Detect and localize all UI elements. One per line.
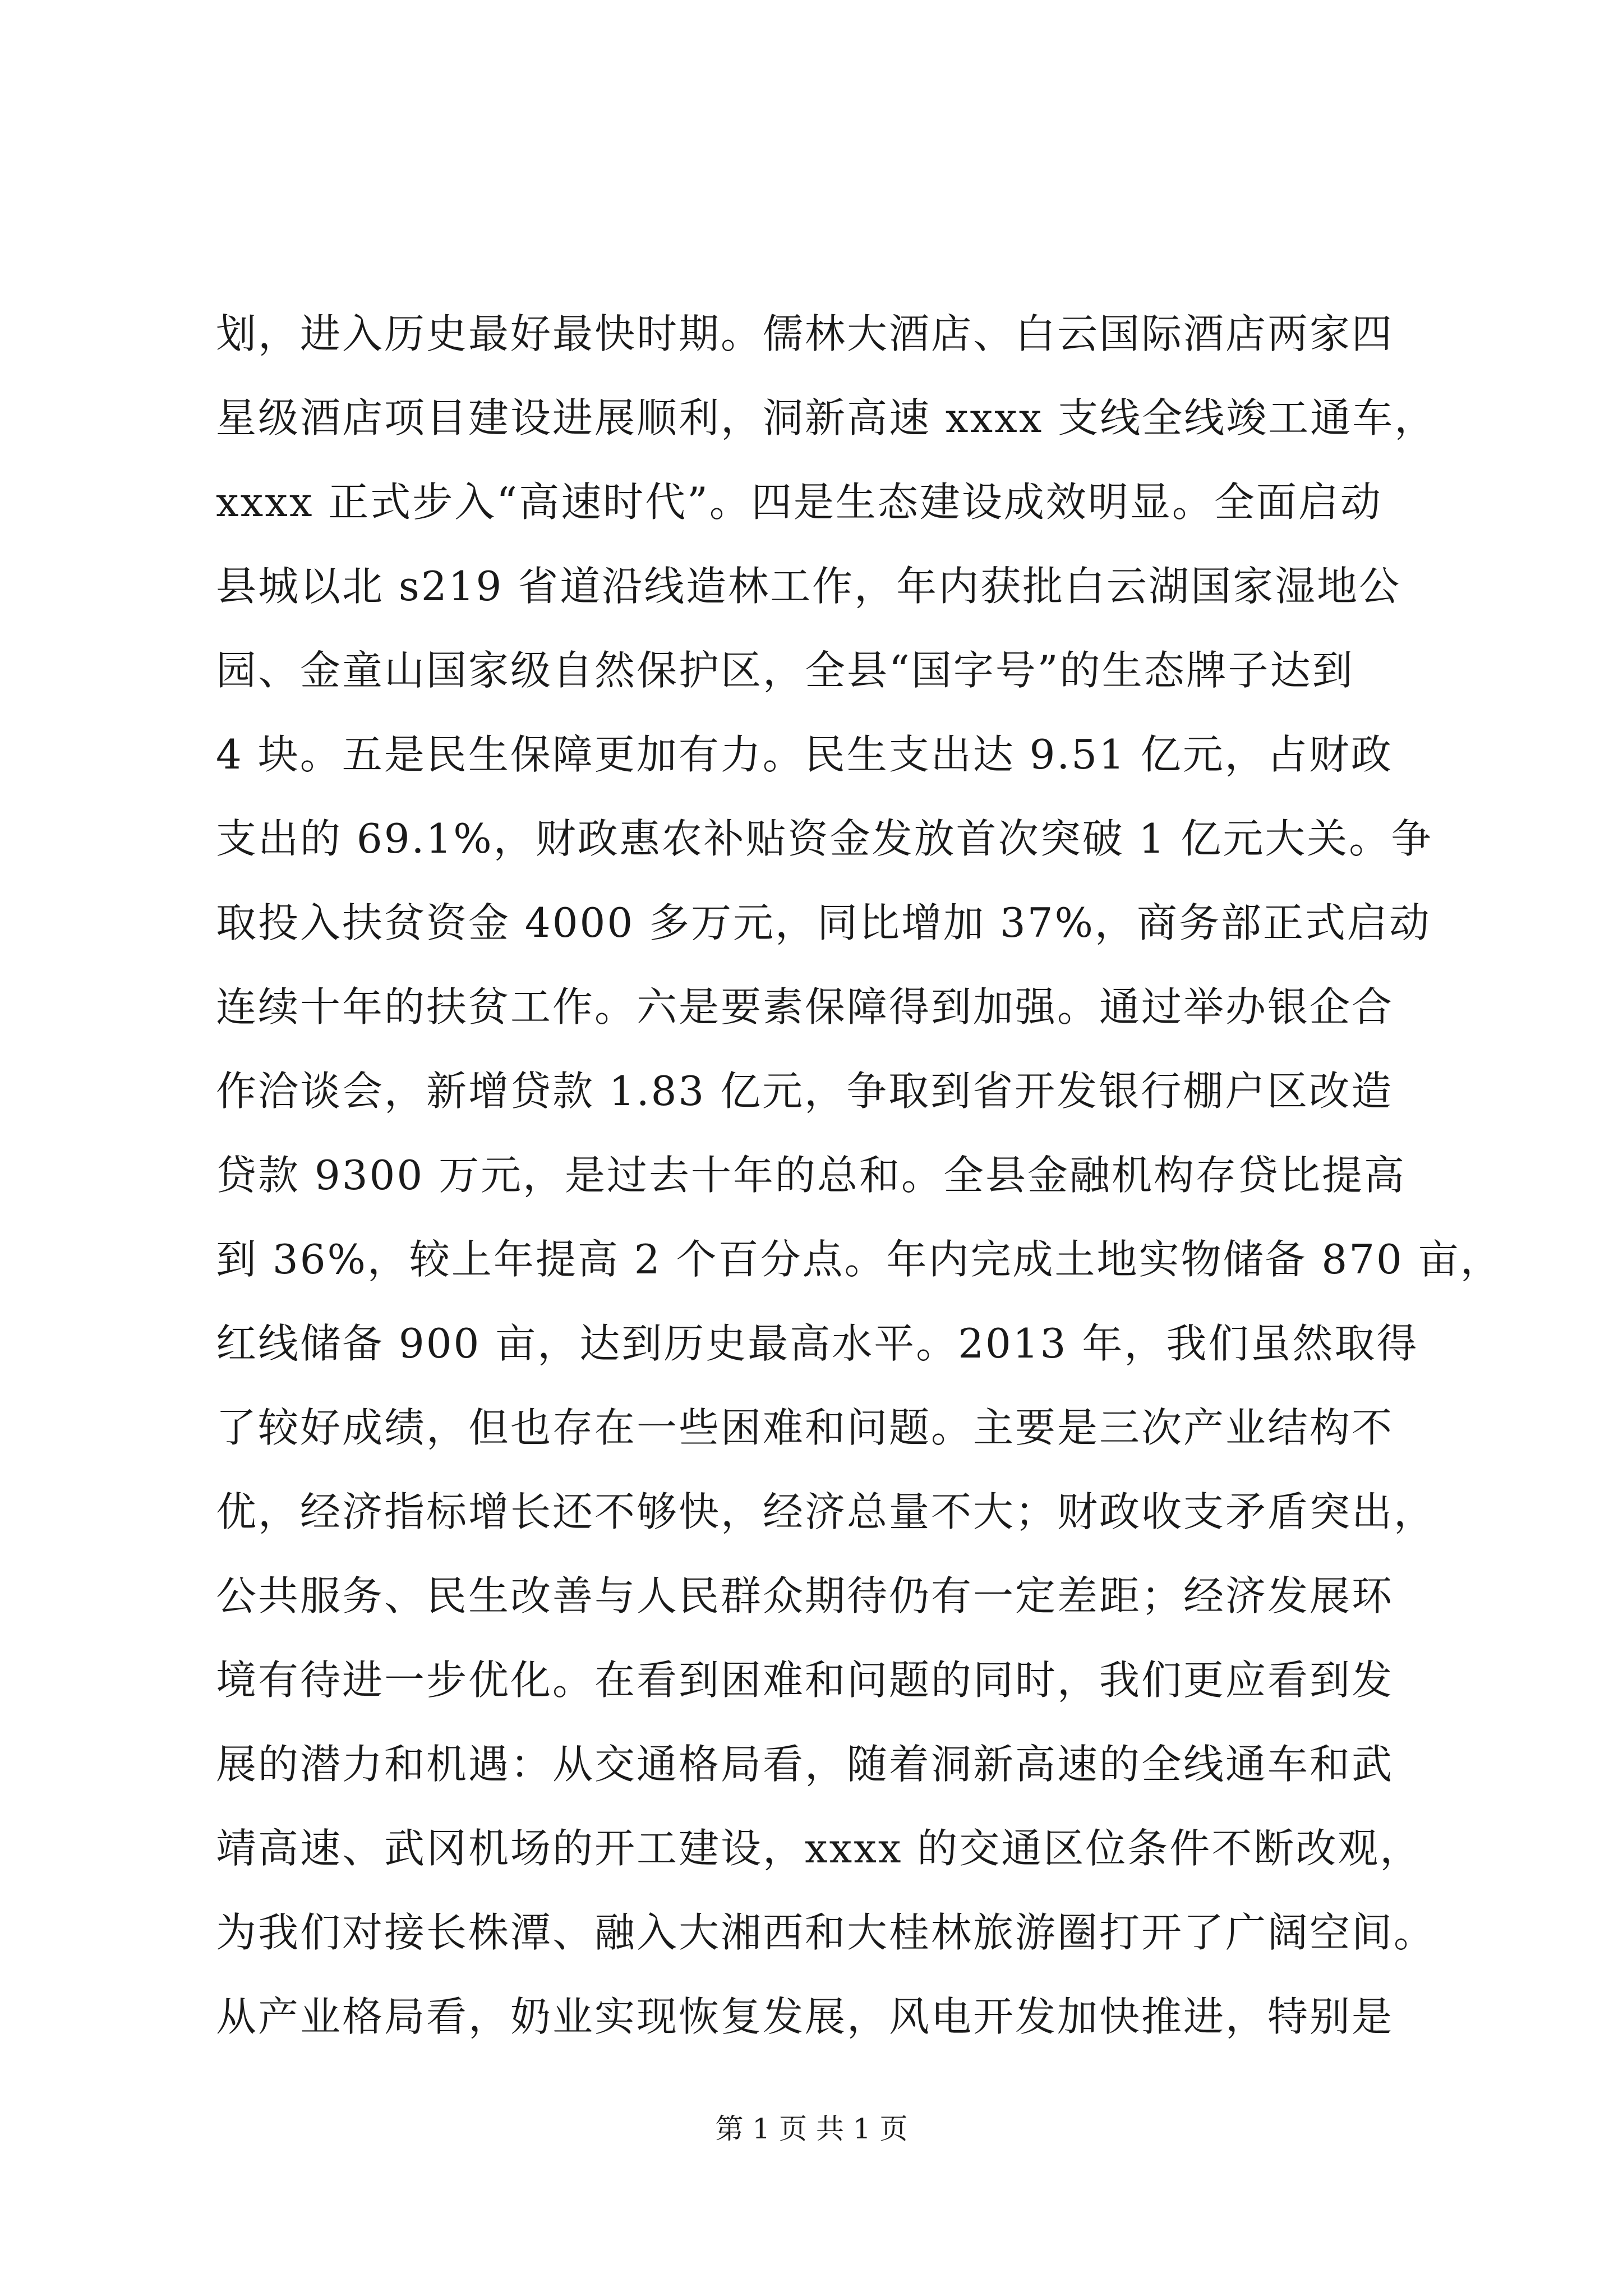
text-line-11: 贷款 9300 万元，是过去十年的总和。全县金融机构存贷比提高 (216, 1152, 1407, 1199)
text-line-20: 为我们对接长株潭、融入大湘西和大桂林旅游圈打开了广阔空间。 (216, 1909, 1436, 1956)
text-line-14: 了较好成绩，但也存在一些困难和问题。主要是三次产业结构不 (216, 1404, 1394, 1451)
text-line-9: 连续十年的扶贫工作。六是要素保障得到加强。通过举办银企合 (216, 983, 1394, 1030)
text-line-5: 园、金童山国家级自然保护区，全县“国字号”的生态牌子达到 (216, 647, 1354, 694)
text-line-4: 县城以北 s219 省道沿线造林工作，年内获批白云湖国家湿地公 (216, 563, 1401, 610)
text-line-3: xxxx 正式步入“高速时代”。四是生态建设成效明显。全面启动 (216, 478, 1382, 526)
text-line-8: 取投入扶贫资金 4000 多万元，同比增加 37%，商务部正式启动 (216, 899, 1431, 946)
text-line-12: 到 36%，较上年提高 2 个百分点。年内完成土地实物储备 870 亩， (216, 1236, 1502, 1283)
text-line-19: 靖高速、武冈机场的开工建设，xxxx 的交通区位条件不断改观， (216, 1825, 1422, 1872)
text-line-1: 划，进入历史最好最快时期。儒林大酒店、白云国际酒店两家四 (216, 310, 1394, 357)
text-line-18: 展的潜力和机遇：从交通格局看，随着洞新高速的全线通车和武 (216, 1741, 1394, 1788)
page-footer (0, 2109, 1623, 2148)
text-line-6: 4 块。五是民生保障更加有力。民生支出达 9.51 亿元，占财政 (216, 731, 1393, 778)
text-line-7: 支出的 69.1%，财政惠农补贴资金发放首次突破 1 亿元大关。争 (216, 815, 1433, 862)
text-line-17: 境有待进一步优化。在看到困难和问题的同时，我们更应看到发 (216, 1657, 1394, 1704)
text-line-21: 从产业格局看，奶业实现恢复发展，风电开发加快推进，特别是 (216, 1993, 1394, 2040)
body-text (216, 292, 1502, 2059)
text-line-16: 公共服务、民生改善与人民群众期待仍有一定差距；经济发展环 (216, 1572, 1394, 1619)
text-line-15: 优，经济指标增长还不够快，经济总量不大；财政收支矛盾突出， (216, 1488, 1436, 1535)
page-number-label: 第 1 页 共 1 页 (715, 2113, 908, 2145)
text-line-10: 作洽谈会，新增贷款 1.83 亿元，争取到省开发银行棚户区改造 (216, 1068, 1394, 1115)
text-line-2: 星级酒店项目建设进展顺利，洞新高速 xxxx 支线全线竣工通车， (216, 394, 1437, 441)
text-line-13: 红线储备 900 亩，达到历史最高水平。2013 年，我们虽然取得 (216, 1320, 1419, 1367)
